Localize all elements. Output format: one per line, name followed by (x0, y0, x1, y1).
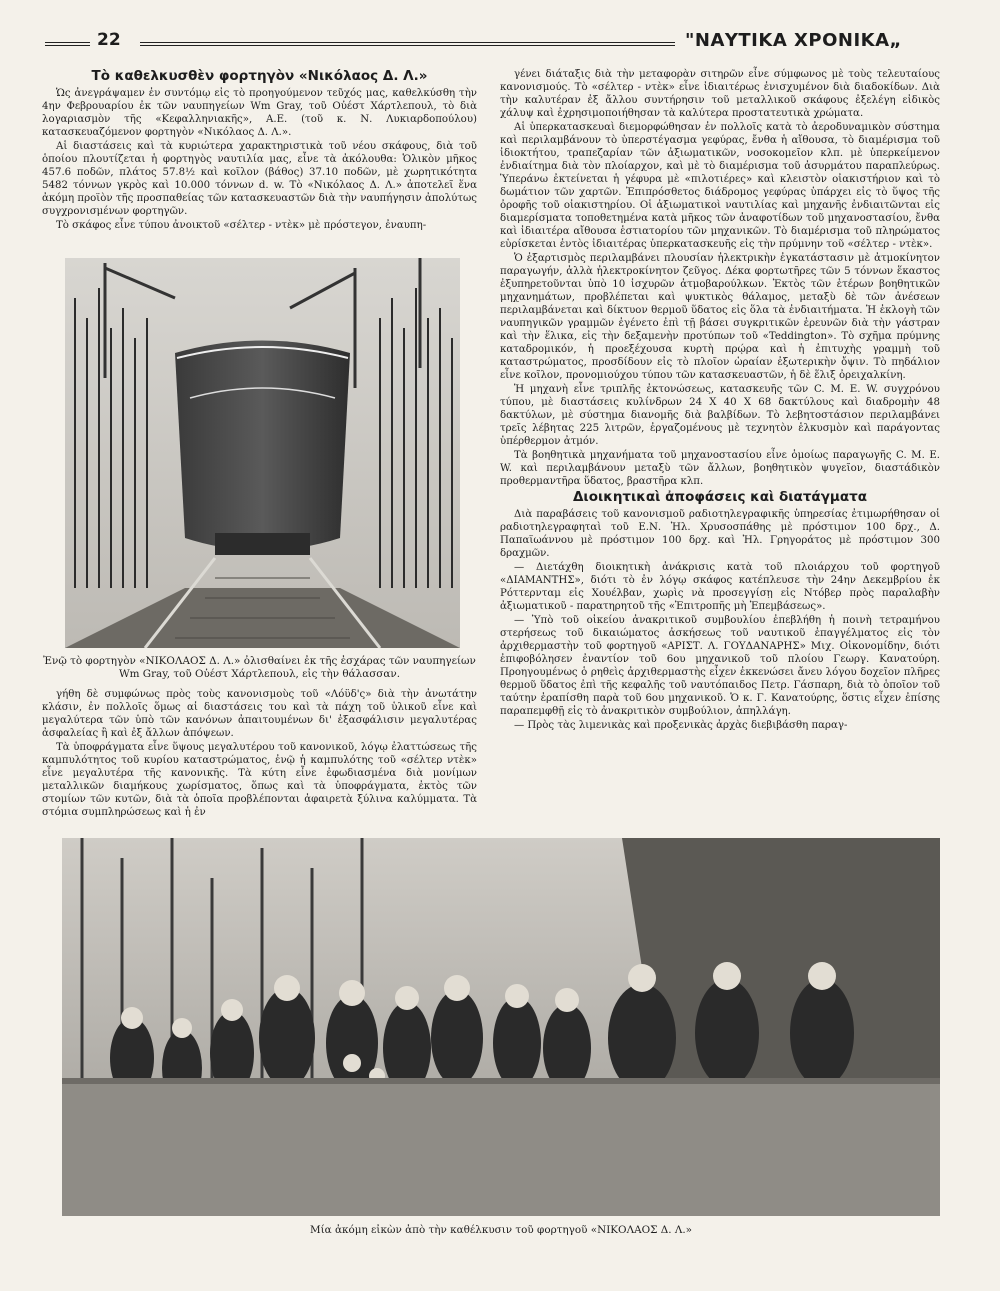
article-paragraph: — Ὑπὸ τοῦ οἰκείου ἀνακριτικοῦ συμβουλίου ἐπεβλήθη ἡ ποινὴ τετραμήνου στερήσεως τοῦ δικαιώματος ἀσκήσεως τοῦ ναυτικοῦ ἐπαγγέλματος εἰς τὸν ἀρχιθερμαστὴν τοῦ φορτηγοῦ «ΑΡΙΣΤ. Λ. ΓΟΥΔΑΝΑΡΗΣ» Μιχ. Οἰκονομίδην, διότι ἐπιφοβόλησεν ἐναντίον τοῦ 6ου μηχανικοῦ τοῦ πλοίου Γεωργ. Κανατούρη. Προηγουμένως ὁ ρηθεὶς ἀρχιθερμαστὴς εἶχεν ἐκκενώσει ἄνευ λόγου δοχεῖον πλῆρες θερμοῦ ὕδατος ἐπὶ τῆς κεφαλῆς τοῦ ναυτόπαιδος Πετρ. Γάσπαρη, διὰ τὸ ὁποῖον τοῦ ταύτην ἐραπίσθη παρὰ τοῦ 6ου μηχανικοῦ. Ὁ κ. Γ. Κανατούρης, ὅστις εἶχεν ἐπίσης παραπεμφθῇ εἰς τὸ ἀνακριτικὸν συμβούλιον, ἀπηλλάγη. (500, 615, 940, 717)
article-paragraph: γήθη δὲ συμφώνως πρὸς τοὺς κανονισμοὺς τοῦ «Λόϋδ'ς» διὰ τὴν ἀνωτάτην κλάσιν, ἐν πολλοῖς ὅμως αἱ διαστάσεις του καὶ τὰ πάχη τοῦ ὑλικοῦ εἶνε καὶ μεγαλύτερα τῶν ὑπὸ τῶν κανόνων ἀπαιτουμένων δι' ἐξασφάλισιν μεγαλυτέρας ἀσφαλείας ἢ καὶ ἐξ ἄλλων ἀπόψεων. (42, 689, 477, 739)
article-decisions-title: Διοικητικαὶ ἀποφάσεις καὶ διατάγματα (572, 489, 868, 505)
launch-ceremony-illustration (62, 838, 940, 1216)
article-paragraph: Ὁ ἐξαρτισμὸς περιλαμβάνει πλουσίαν ἠλεκτρικὴν ἐγκατάστασιν μὲ ἀτμοκίνητον παραγωγήν, ἀλλὰ ἠλεκτροκίνητον ζεῦγος. Δέκα φορτωτῆρες τῶν 5 τόννων ἕκαστος ἐξυπηρετοῦνται ὑπὸ 10 ἰσχυρῶν ἀτμοβαρούλκων. Ἐκτὸς τῶν ἑτέρων βοηθητικῶν μηχανημάτων, προβλέπεται καὶ ψυκτικὸς θάλαμος, μεταξὺ δὲ τῶν ἀνέσεων περιλαμβάνεται καὶ δίκτυον θερμοῦ ὕδατος εἰς ὅλα τὰ ἐνδιαιτήματα. Ἡ ἐκλογὴ τῶν ναυπηγικῶν γραμμῶν ἐγένετο ἐπὶ τῇ βάσει συγκριτικῶν ἐρευνῶν διὰ τὴν γάστραν καὶ τὴν ἕλικα, εἰς τὴν δεξαμενὴν προτύπων τοῦ «Teddington». Τὸ σχῆμα πρύμνης καταδρομικόν, ἡ προεξέχουσα κυρτὴ πρῴρα καὶ ἡ ἐπιτυχὴς γραμμὴ τοῦ καταστρώματος, προσδίδουν εἰς τὸ πλοῖον ὡραίαν ἐξωτερικὴν ὄψιν. Τὸ πηδάλιον εἶνε κοῖλον, προνομιούχου τύπου τῶν κατασκευαστῶν, ἡ δὲ ἕλιξ ὀρειχαλκίνη. (500, 253, 940, 381)
launch-ceremony-photo-caption: Μία ἀκόμη εἰκὼν ἀπὸ τὴν καθέλκυσιν τοῦ φορτηγοῦ «ΝΙΚΟΛΑΟΣ Δ. Λ.» (309, 1224, 693, 1236)
article-launch-title: Τὸ καθελκυσθὲν φορτηγὸν «Νικόλαος Δ. Λ.» (91, 68, 428, 84)
page-header (45, 30, 945, 56)
article-paragraph: Τὸ σκάφος εἶνε τύπου ἀνοικτοῦ «σέλτερ - ντὲκ» μὲ πρόστεγον, ἐναυπη- (56, 220, 427, 231)
article-paragraph: — Πρὸς τὰς λιμενικὰς καὶ προξενικὰς ἀρχὰς διεβιβάσθη παραγ- (514, 720, 848, 731)
article-launch-column-continued (42, 688, 477, 820)
article-paragraph: γένει διάταξις διὰ τὴν μεταφορὰν σιτηρῶν εἶνε σύμφωνος μὲ τοὺς τελευταίους κανονισμούς. Τὸ «σέλτερ - ντὲκ» εἶνε ἰδιαιτέρως ἐνισχυμένον διὰ διαδοκίδων. Διὰ τὴν καλυτέραν ἐξ ἄλλου συντήρησιν τοῦ μεταλλικοῦ σκάφους ἐξελέγη εἰδικὸς χάλυψ καὶ ἐχρησιμοποιήθησαν τὰ καλύτερα προστατευτικὰ χρώματα. (500, 69, 940, 119)
article-paragraph: Διὰ παραβάσεις τοῦ κανονισμοῦ ραδιοτηλεγραφικῆς ὑπηρεσίας ἐτιμωρήθησαν οἱ ραδιοτηλεγραφηταὶ τοῦ Ε.Ν. Ἠλ. Χρυσοσπάθης μὲ πρόστιμον 100 δρχ., Δ. Παπαϊωάννου μὲ πρόστιμον 100 δρχ. καὶ Ἠλ. Γρηγοράτος μὲ πρόστιμον 300 δραχμῶν. (500, 509, 940, 559)
article-paragraph: Αἱ διαστάσεις καὶ τὰ κυριώτερα χαρακτηριστικὰ τοῦ νέου σκάφους, διὰ τοῦ ὁποίου πλουτίζεται ἡ φορτηγὸς ναυτιλία μας, εἶνε τὰ ἀκόλουθα: Ὁλικὸν μῆκος 457.6 ποδῶν, πλάτος 57.8½ καὶ κοῖλον (βάθος) 37.10 ποδῶν, μὲ χωρητικότητα 5482 τόννων γκρὸς καὶ 10.000 τόννων d. w. Τὸ «Νικόλαος Δ. Λ.» ἀποτελεῖ ἕνα ἀκόμη προϊὸν τῆς προσπαθείας τῶν κατασκευαστῶν διὰ τὴν ναυπήγησιν ἀπολύτως συγχρονισμένων φορτηγῶν. (42, 141, 477, 217)
right-column (500, 68, 940, 733)
launch-ceremony-photo (62, 838, 940, 1216)
article-paragraph: Ἡ μηχανὴ εἶνε τριπλῆς ἐκτονώσεως, κατασκευῆς τῶν C. M. E. W. συγχρόνου τύπου, μὲ διαστάσεις κυλίνδρων 24 X 40 X 68 δακτύλους καὶ διαδρομὴν 48 δακτύλων, μὲ σύστημα διανομῆς διὰ βαλβίδων. Τὸ λεβητοστάσιον περιλαμβάνει τρεῖς λέβητας 225 λιτρῶν, ἐργαζομένους μὲ τεχνητὸν ἑλκυσμὸν καὶ παράγοντας ὑπέρθερμον ἀτμόν. (500, 384, 940, 447)
header-rule-left (45, 42, 90, 46)
ship-launch-photo (65, 258, 460, 648)
header-rule-middle (140, 42, 675, 46)
article-paragraph: Τὰ ὑποφράγματα εἶνε ὕψους μεγαλυτέρου τοῦ κανονικοῦ, λόγῳ ἐλαττώσεως τῆς καμπυλότητος τοῦ κυρίου καταστρώματος, ἐνῷ ἡ καμπυλότης τοῦ «σέλτερ ντὲκ» εἶνε μεγαλυτέρα τῆς κανονικῆς. Τὰ κύτη εἶνε ἐφωδιασμένα διὰ μονίμων μεταλλικῶν διαμήκους χωρίσματος, ὅπως καὶ τὰ ὑποφράγματα, ἐκτὸς τῶν στομίων τῶν κυτῶν, διὰ τὰ ὁποῖα προβλέπονται ἀφαιρετὰ ξύλινα καλύμματα. Τὰ στόμια συμπληρώσεως καὶ ἡ ἐν (42, 742, 477, 818)
article-paragraph: Τὰ βοηθητικὰ μηχανήματα τοῦ μηχανοστασίου εἶνε ὁμοίως παραγωγῆς C. M. E. W. καὶ περιλαμβάνουν μεταξὺ τῶν ἄλλων, βοηθητικὸν ψυγεῖον, διαστάδικὸν προθερμαντῆρα ὕδατος, βραστῆρα κλπ. (500, 450, 940, 487)
article-launch-column (42, 70, 477, 233)
article-paragraph: Αἱ ὑπερκατασκευαὶ διεμορφώθησαν ἐν πολλοῖς κατὰ τὸ ἀεροδυναμικὸν σύστημα καὶ περιλαμβάνουν τὸ ὑπερστέγασμα γεφύρας, ἔνθα ἡ αἴθουσα, τὸ διαμέρισμα τοῦ ἰδιοκτήτου, τραπεζαρίαν τῶν ἀξιωματικῶν, νοσοκομεῖον κλπ. μὲ ὑπερκείμενον ἐνδιαίτημα διὰ τὸν πλοίαρχον, καὶ μὲ τὸ διαμέρισμα τοῦ ἀσυρμάτου παραπλεύρως. Ὑπεράνω ἐκτείνεται ἡ γέφυρα μὲ «πιλοτιέρες» καὶ κλειστὸν οἰακιστήριον καὶ τὸ δωμάτιον τῶν χαρτῶν. Ἐπιπρόσθετος διάδρομος γεφύρας ὑπάρχει εἰς τὸ ὕψος τῆς ὀροφῆς τοῦ οἰακιστηρίου. Οἱ ἀξιωματικοὶ ναυτιλίας καὶ μηχανῆς ἐνδιαιτῶνται εἰς διαμερίσματα τοποθετημένα κατὰ μῆκος τῶν ἀναφοτίδων τοῦ μηχανοστασίου, ἔνθα καὶ ἰδιαιτέρα αἴθουσα ἑστιατορίου τῶν μηχανικῶν. Τὸ διαμέρισμα τοῦ πληρώματος εὑρίσκεται ἐντὸς ἰδιαιτέρας ὑπερκατασκευῆς εἰς τὴν πρύμνην τοῦ «σέλτερ - ντὲκ». (500, 122, 940, 250)
ship-launch-illustration (65, 258, 460, 648)
ship-launch-photo-caption: Ἐνῷ τὸ φορτηγὸν «ΝΙΚΟΛΑΟΣ Δ. Λ.» ὀλισθαίνει ἐκ τῆς ἐσχάρας τῶν ναυπηγείων Wm Gray, τοῦ Οὐέστ Χάρτλεπουλ, εἰς τὴν θάλασσαν. (43, 655, 476, 680)
page-number: 22 (97, 30, 121, 50)
article-paragraph: — Διετάχθη διοικητικὴ ἀνάκρισις κατὰ τοῦ πλοιάρχου τοῦ φορτηγοῦ «ΔΙΑΜΑΝΤΗΣ», διότι τὸ ἐν λόγῳ σκάφος κατέπλευσε τὴν 24ην Δεκεμβρίου ἐκ Ρόττερνταμ εἰς Χουέλβαν, χωρὶς νὰ προσεγγίσῃ εἰς Ντόβερ πρὸς παραλαβὴν ἀξιωματικοῦ - παρατηρητοῦ τῆς «Ἐπιτροπῆς μὴ Ἐπεμβάσεως». (500, 562, 940, 612)
article-paragraph: Ὡς ἀνεγράψαμεν ἐν συντόμῳ εἰς τὸ προηγούμενον τεῦχός μας, καθελκύσθη τὴν 4ην Φεβρουαρίου ἐκ τῶν ναυπηγείων Wm Gray, τοῦ Οὐέστ Χάρτλεπουλ, τὸ διὰ λογαριασμὸν τῆς «Κεφαλληνιακῆς», Α.Ε. (τοῦ κ. Ν. Λυκιαρδοπούλου) κατασκευαζόμενον φορτηγὸν «Νικόλαος Δ. Λ.». (42, 88, 477, 138)
magazine-title: "ΝΑΥΤΙΚΑ ΧΡΟΝΙΚΑ„ (685, 30, 902, 51)
